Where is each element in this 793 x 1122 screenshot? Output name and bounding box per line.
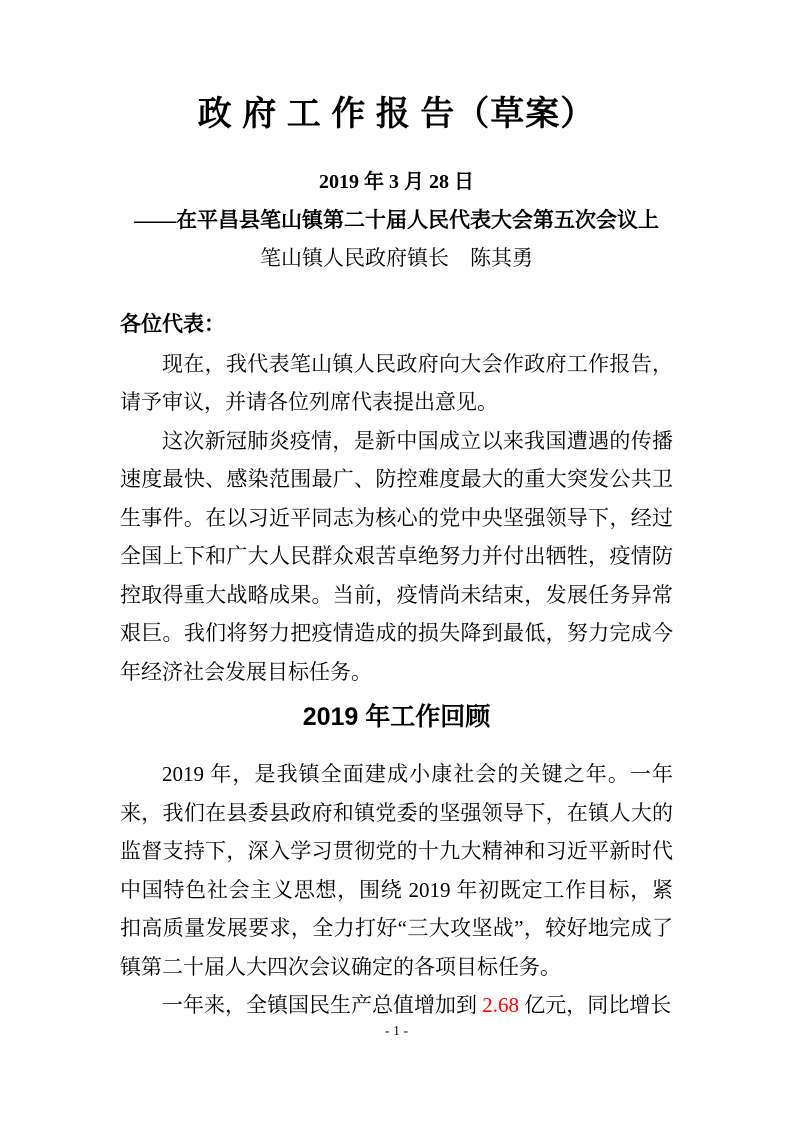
gdp-text-after: 亿元，同比增长	[519, 993, 672, 1017]
paragraph-2019-overview: 2019 年，是我镇全面建成小康社会的关键之年。一年来，我们在县委县政府和镇党委的坚强领导下，在镇人大的监督支持下，深入学习贯彻党的十九大精神和习近平新时代中国特色社会主义思想，围绕 2019 年初既定工作目标，紧扣高质量发展要求，全力打好“三大攻坚战”，较好地完成了镇第二十届人大四次会议确定的各项目标任务。	[120, 762, 673, 979]
paragraph-report-intro: 现在，我代表笔山镇人民政府向大会作政府工作报告，请予审议，并请各位列席代表提出意见。	[120, 351, 673, 414]
gdp-value-highlight: 2.68	[482, 993, 519, 1017]
document-subtitle: ——在平昌县笔山镇第二十届人民代表大会第五次会议上	[134, 208, 659, 232]
document-title: 政 府 工 作 报 告（草案）	[197, 96, 596, 133]
page-footer	[0, 1022, 793, 1042]
document-date: 2019 年 3 月 28 日	[319, 171, 474, 193]
document-author: 笔山镇人民政府镇长 陈其勇	[260, 247, 533, 270]
gdp-text-before: 一年来，全镇国民生产总值增加到	[162, 993, 483, 1017]
paragraph-epidemic: 这次新冠肺炎疫情，是新中国成立以来我国遭遇的传播速度最快、感染范围最广、防控难度最大的重大突发公共卫生事件。在以习近平同志为核心的党中央坚强领导下，经过全国上下和广大人民群众艰苦卓绝努力并付出牺牲，疫情防控取得重大战略成果。当前，疫情尚未结束，发展任务异常艰巨。我们将努力把疫情造成的损失降到最低，努力完成今年经济社会发展目标任务。	[120, 428, 673, 684]
document-body	[120, 306, 673, 1025]
salutation: 各位代表：	[120, 313, 225, 336]
page-number: - 1 -	[384, 1024, 409, 1039]
paragraph-gdp	[120, 986, 673, 1025]
section-heading-2019-review: 2019 年工作回顾	[302, 703, 491, 731]
document-header	[0, 0, 793, 278]
